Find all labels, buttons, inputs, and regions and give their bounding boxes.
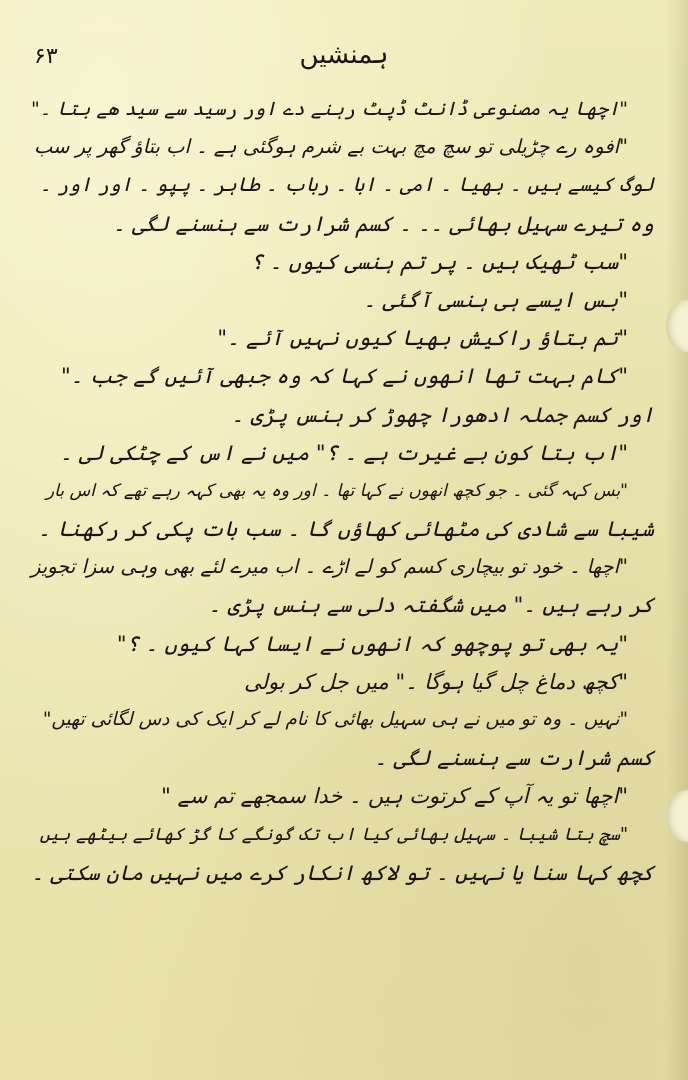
- text-line: کچھ کہا سنا یا نہیں ۔ تو لاکھ انکار کرے میں نہیں مان سکتی ۔: [31, 860, 654, 885]
- text-line: لوگ کیسے ہیں ۔ بھیا ۔ امی ۔ ابا ۔ رباب ۔ طاہر ۔ پپو ۔ اور اور ۔: [39, 173, 654, 197]
- text-line: "بس کہہ گئی ۔ جو کچھ انھوں نے کہا تھا ۔ اور وہ یہ بھی کہہ رہے تھے کہ اس بار: [45, 480, 628, 501]
- text-line: "اچھا یہ مصنوعی ڈانٹ ڈپٹ رہنے دے اور رسید سے سید ھے بتا ۔": [31, 98, 628, 120]
- text-line: کر رہے ہیں ۔" میں شگفتہ دلی سے ہنس پڑی ۔: [208, 593, 654, 618]
- text-line: "کام بہت تھا انھوں نے کہا کہ وہ جبھی آئیں گے جب ۔": [61, 364, 628, 389]
- page-edge-shadow: [666, 0, 688, 1080]
- body-text: [30, 90, 654, 892]
- text-line: وہ تیرے سہیل بھائی ۔۔ ۔ کسم شرارت سے ہنسنے لگی ۔: [112, 211, 654, 236]
- text-line: "سچ بتا شیبا ۔ سہیل بھائی کیا اب تک گونگے کا گڑ کھائے بیٹھے ہیں: [39, 824, 628, 845]
- text-line: اور کسم جملہ ادھورا چھوڑ کر ہنس پڑی ۔: [231, 402, 654, 427]
- text-line: "اچھا ۔ خود تو بیچاری کسم کو لے اڑے ۔ اب میرے لئے بھی وہی سزا تجویز: [31, 555, 628, 579]
- text-line: "تم بتاؤ راکیش بھیا کیوں نہیں آئے ۔": [217, 326, 628, 351]
- page-number: ۶۳: [34, 44, 58, 69]
- text-line: "یہ بھی تو پوچھو کہ انھوں نے ایسا کہا کیوں ۔ ؟": [116, 631, 628, 656]
- text-line: "افوہ رے چڑیلی تو سچ مچ بہت بے شرم ہوگئی ہے ۔ اب بتاؤ گھر پر سب: [33, 135, 628, 159]
- running-title: ہمنشیں: [299, 40, 389, 70]
- text-line: "نہیں ۔ وہ تو میں نے ہی سہیل بھائی کا نام لے کر ایک کی دس لگائی تھیں": [42, 709, 628, 730]
- text-line: "بس ایسے ہی ہنسی آگئی ۔: [363, 287, 628, 312]
- text-line: "کچھ دماغ چل گیا ہوگا ۔" میں جل کر بولی: [244, 669, 628, 694]
- text-line: "اب بتا کون بے غیرت ہے ۔ ؟" میں نے اس کے چٹکی لی ۔: [59, 440, 628, 465]
- text-line: "اچھا تو یہ آپ کے کرتوت ہیں ۔ خدا سمجھے تم سے ": [161, 784, 628, 809]
- text-line: کسم شرارت سے ہنسنے لگی ۔: [374, 746, 654, 771]
- text-line: شیبا سے شادی کی مٹھائی کھاؤں گا ۔ سب بات پکی کر رکھنا ۔: [38, 517, 654, 542]
- text-line: "سب ٹھیک ہیں ۔ پر تم ہنسی کیوں ۔ ؟: [250, 249, 628, 274]
